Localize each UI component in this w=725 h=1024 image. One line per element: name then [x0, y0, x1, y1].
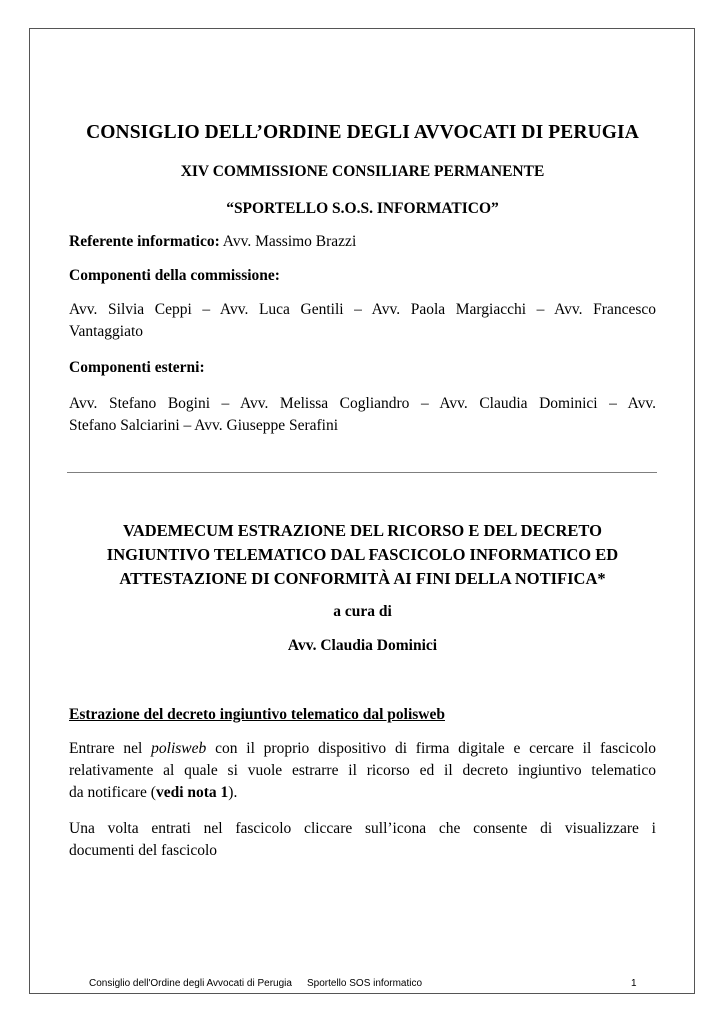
p1-text-b: con il proprio dispositivo di firma digitale e cercare il fascicolo — [206, 740, 657, 757]
referente-label: Referente informatico: — [69, 233, 220, 250]
by-label: a cura di — [333, 603, 392, 620]
paragraph-2-line-2: documenti del fascicolo — [69, 842, 218, 859]
componenti-label: Componenti della commissione: — [69, 267, 280, 284]
polisweb-term: polisweb — [151, 740, 207, 757]
paragraph-1 — [69, 738, 656, 804]
p1-text-a: Entrare nel — [69, 740, 152, 757]
commission-title: XIV COMMISSIONE CONSILIARE PERMANENTE — [180, 163, 545, 180]
paragraph-1-line-2: relativamente al quale si vuole estrarre il ricorso ed il decreto ingiuntivo telematico — [69, 762, 656, 779]
horizontal-divider — [67, 472, 657, 473]
vademecum-line-3: ATTESTAZIONE DI CONFORMITÀ AI FINI DELLA NOTIFICA* — [119, 569, 606, 588]
esterni-line-1: Avv. Stefano Bogini – Avv. Melissa Cogliandro – Avv. Claudia Dominici – Avv. — [69, 395, 656, 412]
componenti-list — [69, 299, 656, 343]
document-title: CONSIGLIO DELL’ORDINE DEGLI AVVOCATI DI PERUGIA — [86, 122, 639, 143]
referente-value: Avv. Massimo Brazzi — [219, 233, 357, 250]
footer-page-number: 1 — [631, 978, 637, 989]
componenti-line-2: Vantaggiato — [69, 323, 144, 340]
vademecum-title — [69, 519, 656, 591]
p1-line3-text-b: ). — [228, 784, 238, 801]
vademecum-line-1: VADEMECUM ESTRAZIONE DEL RICORSO E DEL DECRETO — [123, 521, 602, 540]
service-title: “SPORTELLO S.O.S. INFORMATICO” — [226, 200, 499, 217]
footer-service: Sportello SOS informatico — [307, 978, 423, 989]
note-reference: vedi nota 1 — [155, 784, 229, 801]
author-name: Avv. Claudia Dominici — [287, 637, 438, 654]
componenti-line-1: Avv. Silvia Ceppi – Avv. Luca Gentili – Avv. Paola Margiacchi – Avv. Francesco — [69, 301, 656, 318]
p1-line3-text-a: da notificare ( — [69, 784, 156, 801]
vademecum-line-2: INGIUNTIVO TELEMATICO DAL FASCICOLO INFORMATICO ED — [106, 545, 619, 564]
section-heading: Estrazione del decreto ingiuntivo telematico dal polisweb — [69, 706, 445, 723]
paragraph-2-line-1: Una volta entrati nel fascicolo cliccare sull’icona che consente di visualizzare i — [69, 820, 656, 837]
referente-line — [69, 231, 656, 253]
footer-org: Consiglio dell'Ordine degli Avvocati di Perugia — [89, 978, 292, 989]
esterni-label: Componenti esterni: — [69, 359, 205, 376]
paragraph-1-line-3 — [69, 782, 656, 804]
paragraph-2 — [69, 818, 656, 862]
esterni-list — [69, 393, 656, 437]
esterni-line-2: Stefano Salciarini – Avv. Giuseppe Serafini — [69, 417, 339, 434]
paragraph-1-line-1 — [69, 738, 656, 760]
